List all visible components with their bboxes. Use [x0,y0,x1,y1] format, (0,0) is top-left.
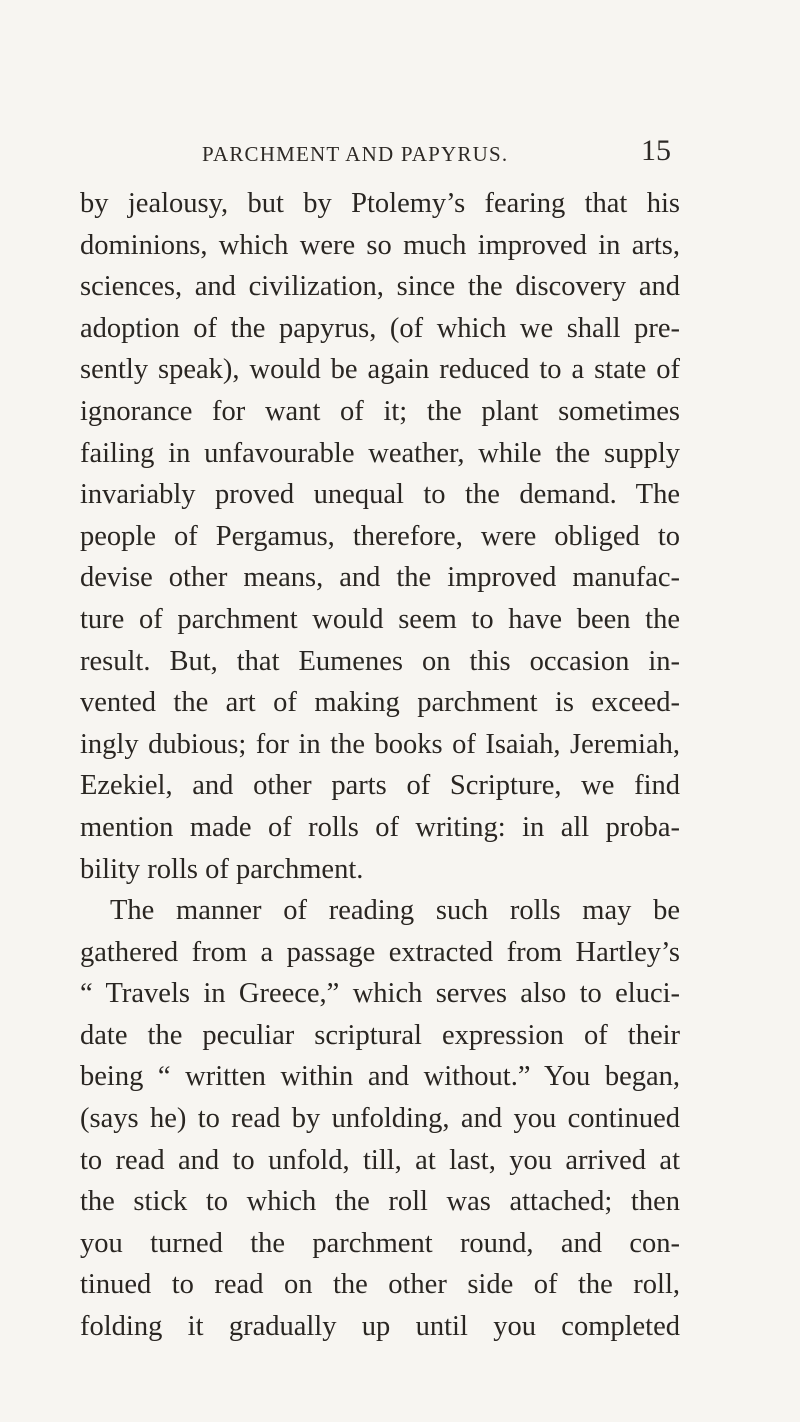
running-title: PARCHMENT AND PAPYRUS. [202,142,509,166]
text-line: bility rolls of parchment. [80,853,364,885]
text-line: you turned the parchment round, and con- [80,1227,680,1259]
text-line: to read and to unfold, till, at last, you arrived at [80,1144,680,1176]
text-line: Ezekiel, and other parts of Scripture, we find [80,770,680,802]
text-line: (says he) to read by unfolding, and you continued [80,1103,680,1135]
text-line: by jealousy, but by Ptolemy’s fearing that his [80,188,680,219]
text-line: result. But, that Eumenes on this occasion in- [80,645,680,677]
text-line: gathered from a passage extracted from Hartley’s [80,936,680,968]
text-line: dominions, which were so much improved in arts, [80,229,680,261]
text-line: invariably proved unequal to the demand. The [80,479,680,511]
text-line: sciences, and civilization, since the discovery and [80,271,680,303]
text-line: sently speak), would be again reduced to a state of [80,354,680,386]
body-text [80,183,680,1348]
text-line: the stick to which the roll was attached; then [80,1186,680,1218]
text-line: The manner of reading such rolls may be [110,895,680,927]
text-line: folding it gradually up until you completed [80,1311,680,1343]
page-number: 15 [641,134,671,167]
text-line: ignorance for want of it; the plant sometimes [80,395,680,427]
text-line: ture of parchment would seem to have been the [80,603,680,635]
text-line: date the peculiar scriptural expression of their [80,1019,680,1051]
text-line: vented the art of making parchment is exceed- [80,687,680,719]
text-line: mention made of rolls of writing: in all proba- [80,811,680,843]
text-line: “ Travels in Greece,” which serves also to eluci- [80,978,680,1010]
text-line: ingly dubious; for in the books of Isaiah, Jeremiah, [80,728,680,760]
text-line: tinued to read on the other side of the roll, [80,1269,680,1301]
text-line: people of Pergamus, therefore, were obliged to [80,520,680,552]
text-line: failing in unfavourable weather, while the supply [80,437,680,469]
text-line: adoption of the papyrus, (of which we shall pre- [80,312,680,344]
text-line: devise other means, and the improved manufac- [80,562,680,594]
running-head [0,134,800,178]
text-line: being “ written within and without.” You began, [80,1061,680,1093]
